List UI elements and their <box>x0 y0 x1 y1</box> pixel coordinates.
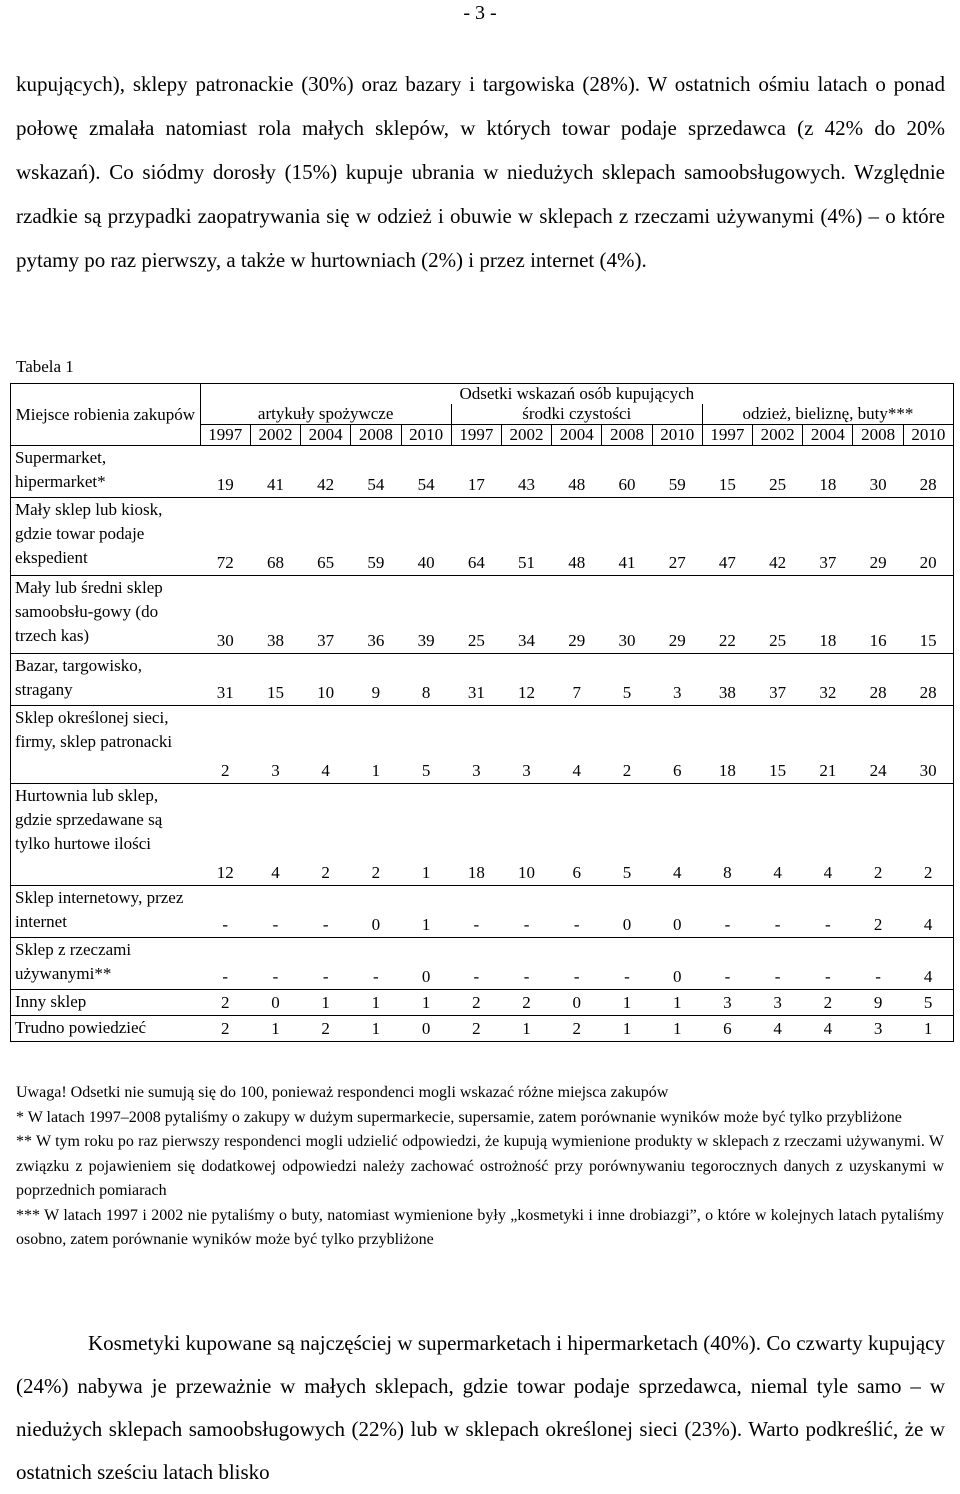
table-cell: 29 <box>552 576 602 654</box>
table-cell: 30 <box>903 706 953 784</box>
group-header-clothing: odzież, bieliznę, buty*** <box>702 404 953 425</box>
table-cell: 29 <box>853 498 903 576</box>
row-label: Sklep określonej sieci, firmy, sklep patronacki <box>11 706 201 784</box>
table-cell: 18 <box>451 784 501 886</box>
table-cell: 2 <box>451 1016 501 1042</box>
year-header: 2004 <box>552 425 602 446</box>
table-cell: 0 <box>401 1016 451 1042</box>
table-cell: 41 <box>250 446 300 498</box>
year-header: 2008 <box>602 425 652 446</box>
table-cell: 4 <box>903 938 953 990</box>
shopping-places-table <box>10 383 954 1042</box>
table-cell: 2 <box>351 784 401 886</box>
table-cell: 18 <box>803 446 853 498</box>
table-cell: 34 <box>501 576 551 654</box>
table-cell: 2 <box>602 706 652 784</box>
body-paragraph-2: Kosmetyki kupowane są najczęściej w supermarketach i hipermarketach (40%). Co czwarty kupujący (24%) nabywa je przeważnie w małych sklepach, gdzie towar podaje sprzedawca, niemal tyle samo – w niedużych sklepach samoobsługowych (22%) lub w sklepach określonej sieci (23%). Warto podkreślić, że w ostatnich sześciu latach blisko <box>16 1331 945 1484</box>
table-cell: 2 <box>451 990 501 1016</box>
year-header: 2010 <box>401 425 451 446</box>
table-cell: 1 <box>602 990 652 1016</box>
table-cell: 30 <box>602 576 652 654</box>
table-cell: 9 <box>853 990 903 1016</box>
note-three-stars: *** W latach 1997 i 2002 nie pytaliśmy o buty, natomiast wymienione były „kosmetyki i inne drobiazgi”, o które w kolejnych latach pytaliśmy osobno, zatem porównanie wyników może być tylko przybliżone <box>16 1206 944 1248</box>
table-cell: 48 <box>552 446 602 498</box>
table-cell: 3 <box>250 706 300 784</box>
table-cell: 51 <box>501 498 551 576</box>
table-cell: 12 <box>200 784 250 886</box>
table-cell: 60 <box>602 446 652 498</box>
table-cell: 27 <box>652 498 702 576</box>
table-cell: - <box>501 886 551 938</box>
table-row <box>11 1016 954 1042</box>
year-header: 2002 <box>501 425 551 446</box>
table-cell: 1 <box>401 886 451 938</box>
table-cell: 1 <box>501 1016 551 1042</box>
table-row <box>11 654 954 706</box>
table-cell: 4 <box>753 1016 803 1042</box>
table-cell: 42 <box>301 446 351 498</box>
table-notes <box>16 1081 944 1253</box>
place-header: Miejsce robienia zakupów <box>11 384 201 446</box>
table-cell: 38 <box>702 654 752 706</box>
year-header: 2008 <box>853 425 903 446</box>
table-cell: 4 <box>250 784 300 886</box>
year-header: 2008 <box>351 425 401 446</box>
table-cell: 1 <box>351 1016 401 1042</box>
table-cell: 18 <box>803 576 853 654</box>
table-cell: 0 <box>552 990 602 1016</box>
table-cell: 2 <box>501 990 551 1016</box>
table-cell: 5 <box>401 706 451 784</box>
table-cell: 1 <box>401 784 451 886</box>
table-cell: 39 <box>401 576 451 654</box>
row-label: Sklep z rzeczami używanymi** <box>11 938 201 990</box>
table-cell: 6 <box>702 1016 752 1042</box>
table-cell: 2 <box>301 784 351 886</box>
table-cell: 30 <box>200 576 250 654</box>
table-cell: 5 <box>602 654 652 706</box>
table-cell: - <box>351 938 401 990</box>
year-header: 2002 <box>250 425 300 446</box>
table-row <box>11 446 954 498</box>
table-cell: 6 <box>652 706 702 784</box>
table-cell: - <box>602 938 652 990</box>
table-cell: 21 <box>803 706 853 784</box>
table-cell: 2 <box>301 1016 351 1042</box>
year-header: 2002 <box>753 425 803 446</box>
table-cell: 1 <box>903 1016 953 1042</box>
table-cell: 31 <box>451 654 501 706</box>
table-cell: 4 <box>552 706 602 784</box>
year-header: 2010 <box>652 425 702 446</box>
table-cell: 6 <box>552 784 602 886</box>
page-number: - 3 - <box>463 2 497 24</box>
table-cell: 4 <box>652 784 702 886</box>
table-cell: 1 <box>652 1016 702 1042</box>
table-cell: 2 <box>903 784 953 886</box>
table-cell: - <box>200 938 250 990</box>
table-row <box>11 706 954 784</box>
table-cell: 4 <box>903 886 953 938</box>
year-header: 1997 <box>702 425 752 446</box>
table-row <box>11 498 954 576</box>
table-cell: 31 <box>200 654 250 706</box>
table-cell: - <box>853 938 903 990</box>
year-header: 1997 <box>451 425 501 446</box>
table-cell: 4 <box>803 784 853 886</box>
table-cell: - <box>803 938 853 990</box>
table-cell: 25 <box>753 446 803 498</box>
table-cell: - <box>250 938 300 990</box>
table-cell: 4 <box>301 706 351 784</box>
table-cell: - <box>451 886 501 938</box>
year-header: 2010 <box>903 425 953 446</box>
table-cell: - <box>250 886 300 938</box>
table-cell: 2 <box>803 990 853 1016</box>
table-cell: 3 <box>753 990 803 1016</box>
table-cell: 20 <box>903 498 953 576</box>
table-row <box>11 576 954 654</box>
table-caption: Tabela 1 <box>16 357 74 376</box>
table-cell: 2 <box>853 886 903 938</box>
table-cell: 0 <box>250 990 300 1016</box>
table-cell: 9 <box>351 654 401 706</box>
table-cell: 3 <box>501 706 551 784</box>
table-row <box>11 990 954 1016</box>
table-cell: 3 <box>702 990 752 1016</box>
table-cell: - <box>301 886 351 938</box>
note-one-star: * W latach 1997–2008 pytaliśmy o zakupy w dużym supermarkecie, supersamie, zatem porównanie wyników może być tylko przybliżone <box>16 1108 902 1126</box>
table-cell: 41 <box>602 498 652 576</box>
table-cell: 54 <box>351 446 401 498</box>
table-row <box>11 784 954 886</box>
table-cell: 22 <box>702 576 752 654</box>
table-row <box>11 886 954 938</box>
table-cell: 2 <box>200 706 250 784</box>
table-cell: 0 <box>401 938 451 990</box>
year-header: 1997 <box>200 425 250 446</box>
table-cell: 0 <box>602 886 652 938</box>
table-cell: 54 <box>401 446 451 498</box>
table-cell: 8 <box>401 654 451 706</box>
note-two-stars: ** W tym roku po raz pierwszy respondenci mogli udzielić odpowiedzi, że kupują wymienione produkty w sklepach z rzeczami używanymi. W związku z pojawieniem się dodatkowej odpowiedzi należy zachować ostrożność przy porównywaniu tegorocznych danych z uzyskanymi w poprzednich pomiarach <box>16 1133 944 1199</box>
table-cell: 1 <box>250 1016 300 1042</box>
group-header-cleaning: środki czystości <box>451 404 702 425</box>
row-label: Trudno powiedzieć <box>11 1016 201 1042</box>
table-cell: 1 <box>401 990 451 1016</box>
table-cell: 24 <box>853 706 903 784</box>
table-cell: 17 <box>451 446 501 498</box>
table-cell: - <box>753 938 803 990</box>
table-cell: 15 <box>903 576 953 654</box>
table-cell: 1 <box>351 990 401 1016</box>
row-label: Sklep internetowy, przez internet <box>11 886 201 938</box>
table-cell: - <box>702 938 752 990</box>
table-cell: - <box>552 886 602 938</box>
table-cell: - <box>753 886 803 938</box>
table-cell: 40 <box>401 498 451 576</box>
table-cell: 36 <box>351 576 401 654</box>
table-cell: - <box>702 886 752 938</box>
table-cell: 29 <box>652 576 702 654</box>
table-cell: 19 <box>200 446 250 498</box>
table-cell: 3 <box>451 706 501 784</box>
table-cell: 4 <box>803 1016 853 1042</box>
table-cell: 1 <box>652 990 702 1016</box>
table-cell: 64 <box>451 498 501 576</box>
table-cell: 42 <box>753 498 803 576</box>
table-cell: 0 <box>652 886 702 938</box>
table-cell: 38 <box>250 576 300 654</box>
table-cell: 72 <box>200 498 250 576</box>
table-cell: 37 <box>803 498 853 576</box>
table-cell: 12 <box>501 654 551 706</box>
table-cell: 65 <box>301 498 351 576</box>
table-cell: - <box>552 938 602 990</box>
table-cell: 37 <box>301 576 351 654</box>
table-cell: 15 <box>250 654 300 706</box>
table-cell: - <box>501 938 551 990</box>
table-cell: 48 <box>552 498 602 576</box>
group-header-food: artykuły spożywcze <box>200 404 451 425</box>
table-cell: 59 <box>652 446 702 498</box>
row-label: Supermarket, hipermarket* <box>11 446 201 498</box>
table-cell: 59 <box>351 498 401 576</box>
table-cell: 2 <box>200 1016 250 1042</box>
row-label: Inny sklep <box>11 990 201 1016</box>
table-cell: 28 <box>853 654 903 706</box>
table-cell: 1 <box>602 1016 652 1042</box>
table-body <box>11 446 954 1042</box>
table-cell: 18 <box>702 706 752 784</box>
table-cell: 10 <box>501 784 551 886</box>
table-cell: 5 <box>903 990 953 1016</box>
main-header: Odsetki wskazań osób kupujących <box>200 384 953 405</box>
table-cell: 15 <box>702 446 752 498</box>
body-paragraph-1: kupujących), sklepy patronackie (30%) oraz bazary i targowiska (28%). W ostatnich ośmiu latach o ponad połowę zmalała natomiast rola małych sklepów, w których towar podaje sprzedawca (z 42% do 20% wskazań). Co siódmy dorosły (15%) kupuje ubrania w niedużych sklepach samoobsługowych. Względnie rzadkie są przypadki zaopatrywania się w odzież i obuwie w sklepach z rzeczami używanymi (4%) – o które pytamy po raz pierwszy, a także w hurtowniach (2%) i przez internet (4%). <box>16 72 945 272</box>
table-cell: 7 <box>552 654 602 706</box>
table-cell: 0 <box>351 886 401 938</box>
table-cell: 1 <box>301 990 351 1016</box>
table-cell: 28 <box>903 654 953 706</box>
table-cell: 37 <box>753 654 803 706</box>
table-cell: - <box>803 886 853 938</box>
table-cell: 25 <box>753 576 803 654</box>
table-cell: 5 <box>602 784 652 886</box>
row-label: Mały lub średni sklep samoobsłu-gowy (do trzech kas) <box>11 576 201 654</box>
table-cell: - <box>451 938 501 990</box>
table-cell: 47 <box>702 498 752 576</box>
year-header: 2004 <box>301 425 351 446</box>
row-label: Hurtownia lub sklep, gdzie sprzedawane są tylko hurtowe ilości <box>11 784 201 886</box>
table-cell: 1 <box>351 706 401 784</box>
table-cell: 25 <box>451 576 501 654</box>
note-general: Uwaga! Odsetki nie sumują się do 100, ponieważ respondenci mogli wskazać różne miejsca zakupów <box>16 1084 669 1101</box>
table-cell: 28 <box>903 446 953 498</box>
table-cell: 8 <box>702 784 752 886</box>
table-cell: 2 <box>853 784 903 886</box>
table-cell: 10 <box>301 654 351 706</box>
table-cell: 30 <box>853 446 903 498</box>
year-header: 2004 <box>803 425 853 446</box>
row-label: Mały sklep lub kiosk, gdzie towar podaje ekspedient <box>11 498 201 576</box>
table-row <box>11 938 954 990</box>
table-cell: 3 <box>853 1016 903 1042</box>
table-cell: 0 <box>652 938 702 990</box>
table-cell: 16 <box>853 576 903 654</box>
table-cell: 4 <box>753 784 803 886</box>
table-cell: 32 <box>803 654 853 706</box>
table-cell: 43 <box>501 446 551 498</box>
row-label: Bazar, targowisko, stragany <box>11 654 201 706</box>
table-cell: - <box>301 938 351 990</box>
table-cell: 2 <box>552 1016 602 1042</box>
table-cell: 3 <box>652 654 702 706</box>
table-cell: 2 <box>200 990 250 1016</box>
table-cell: 15 <box>753 706 803 784</box>
table-cell: 68 <box>250 498 300 576</box>
table-cell: - <box>200 886 250 938</box>
